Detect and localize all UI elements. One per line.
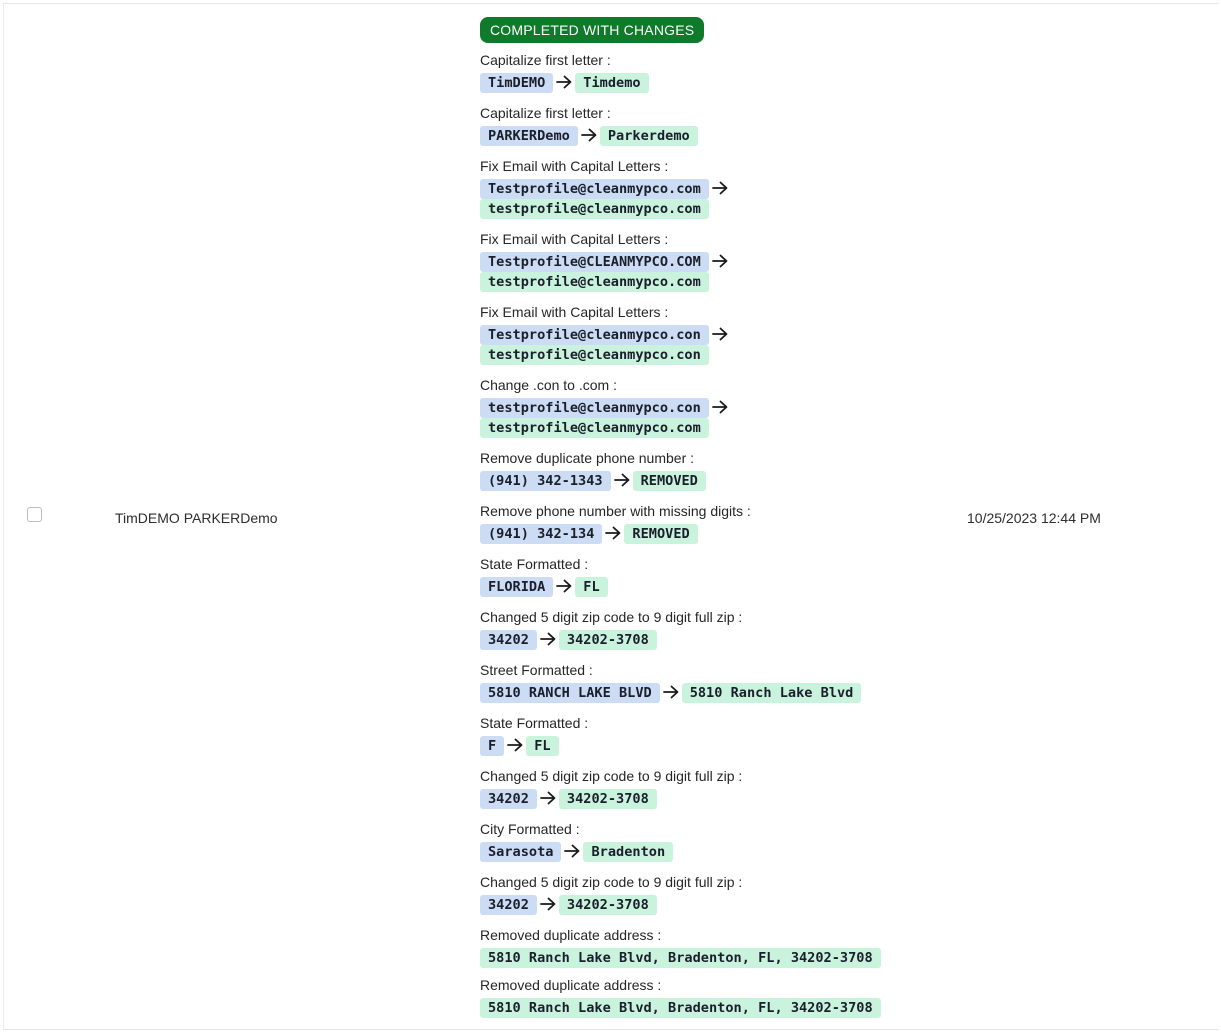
old-value: PARKERDemo — [480, 126, 578, 146]
arrow-right-icon — [561, 842, 583, 862]
new-value: 5810 Ranch Lake Blvd — [682, 683, 862, 703]
arrow-right-icon — [709, 179, 731, 199]
change-label: Remove phone number with missing digits : — [480, 503, 751, 519]
change-label: State Formatted : — [480, 556, 589, 572]
old-value: 34202 — [480, 789, 537, 809]
new-value: testprofile@cleanmypco.com — [480, 272, 709, 292]
change-item — [480, 874, 940, 915]
arrow-right-icon — [709, 325, 731, 345]
new-value: testprofile@cleanmypco.com — [480, 418, 709, 438]
change-label: Changed 5 digit zip code to 9 digit full zip : — [480, 874, 743, 890]
arrow-right-icon — [602, 524, 624, 544]
old-value: 34202 — [480, 895, 537, 915]
removed-value: 5810 Ranch Lake Blvd, Bradenton, FL, 34202-3708 — [480, 998, 881, 1018]
change-item — [480, 105, 940, 146]
old-value: (941) 342-1343 — [480, 471, 611, 491]
change-label: Capitalize first letter : — [480, 105, 611, 121]
change-item — [480, 450, 940, 491]
change-label: Removed duplicate address : — [480, 977, 662, 993]
status-badge: COMPLETED WITH CHANGES — [480, 17, 704, 43]
arrow-right-icon — [578, 126, 600, 146]
old-value: 34202 — [480, 630, 537, 650]
arrow-right-icon — [537, 630, 559, 650]
old-value: (941) 342-134 — [480, 524, 602, 544]
new-value: FL — [526, 736, 558, 756]
change-item — [480, 556, 940, 597]
change-label: Removed duplicate address : — [480, 927, 662, 943]
arrow-right-icon — [553, 577, 575, 597]
new-value: 34202-3708 — [559, 895, 657, 915]
change-item — [480, 821, 940, 862]
new-value: REMOVED — [624, 524, 697, 544]
change-label: Changed 5 digit zip code to 9 digit full zip : — [480, 609, 743, 625]
old-value: TimDEMO — [480, 73, 553, 93]
old-value: FLORIDA — [480, 577, 553, 597]
old-value: Testprofile@cleanmypco.con — [480, 325, 709, 345]
change-item — [480, 304, 940, 365]
change-label: Fix Email with Capital Letters : — [480, 304, 669, 320]
old-value: Sarasota — [480, 842, 561, 862]
old-value: Testprofile@CLEANMYPCO.COM — [480, 252, 709, 272]
change-item — [480, 503, 940, 544]
change-item — [480, 158, 940, 219]
old-value: testprofile@cleanmypco.con — [480, 398, 709, 418]
change-label: Change .con to .com : — [480, 377, 617, 393]
arrow-right-icon — [660, 683, 682, 703]
old-value: Testprofile@cleanmypco.com — [480, 179, 709, 199]
change-item — [480, 927, 940, 968]
change-item — [480, 377, 940, 438]
row-select-checkbox[interactable] — [27, 507, 42, 522]
change-item — [480, 662, 940, 703]
old-value: 5810 RANCH LAKE BLVD — [480, 683, 660, 703]
arrow-right-icon — [504, 736, 526, 756]
new-value: testprofile@cleanmypco.con — [480, 345, 709, 365]
new-value: Parkerdemo — [600, 126, 698, 146]
arrow-right-icon — [537, 789, 559, 809]
processed-date: 10/25/2023 12:44 PM — [967, 510, 1101, 526]
change-label: City Formatted : — [480, 821, 580, 837]
new-value: Bradenton — [583, 842, 673, 862]
change-label: State Formatted : — [480, 715, 589, 731]
change-label: Fix Email with Capital Letters : — [480, 231, 669, 247]
change-item — [480, 609, 940, 650]
change-label: Fix Email with Capital Letters : — [480, 158, 669, 174]
arrow-right-icon — [709, 398, 731, 418]
new-value: FL — [575, 577, 607, 597]
removed-value: 5810 Ranch Lake Blvd, Bradenton, FL, 34202-3708 — [480, 948, 881, 968]
change-item — [480, 231, 940, 292]
arrow-right-icon — [553, 73, 575, 93]
change-label: Remove duplicate phone number : — [480, 450, 695, 466]
change-item — [480, 715, 940, 756]
arrow-right-icon — [537, 895, 559, 915]
old-value: F — [480, 736, 504, 756]
arrow-right-icon — [709, 252, 731, 272]
change-item — [480, 52, 940, 93]
contact-name: TimDEMO PARKERDemo — [115, 510, 278, 526]
new-value: REMOVED — [633, 471, 706, 491]
change-item — [480, 977, 940, 1018]
new-value: 34202-3708 — [559, 789, 657, 809]
new-value: Timdemo — [575, 73, 648, 93]
new-value: testprofile@cleanmypco.com — [480, 199, 709, 219]
new-value: 34202-3708 — [559, 630, 657, 650]
change-item — [480, 768, 940, 809]
change-label: Street Formatted : — [480, 662, 593, 678]
change-label: Capitalize first letter : — [480, 52, 611, 68]
arrow-right-icon — [611, 471, 633, 491]
change-label: Changed 5 digit zip code to 9 digit full zip : — [480, 768, 743, 784]
